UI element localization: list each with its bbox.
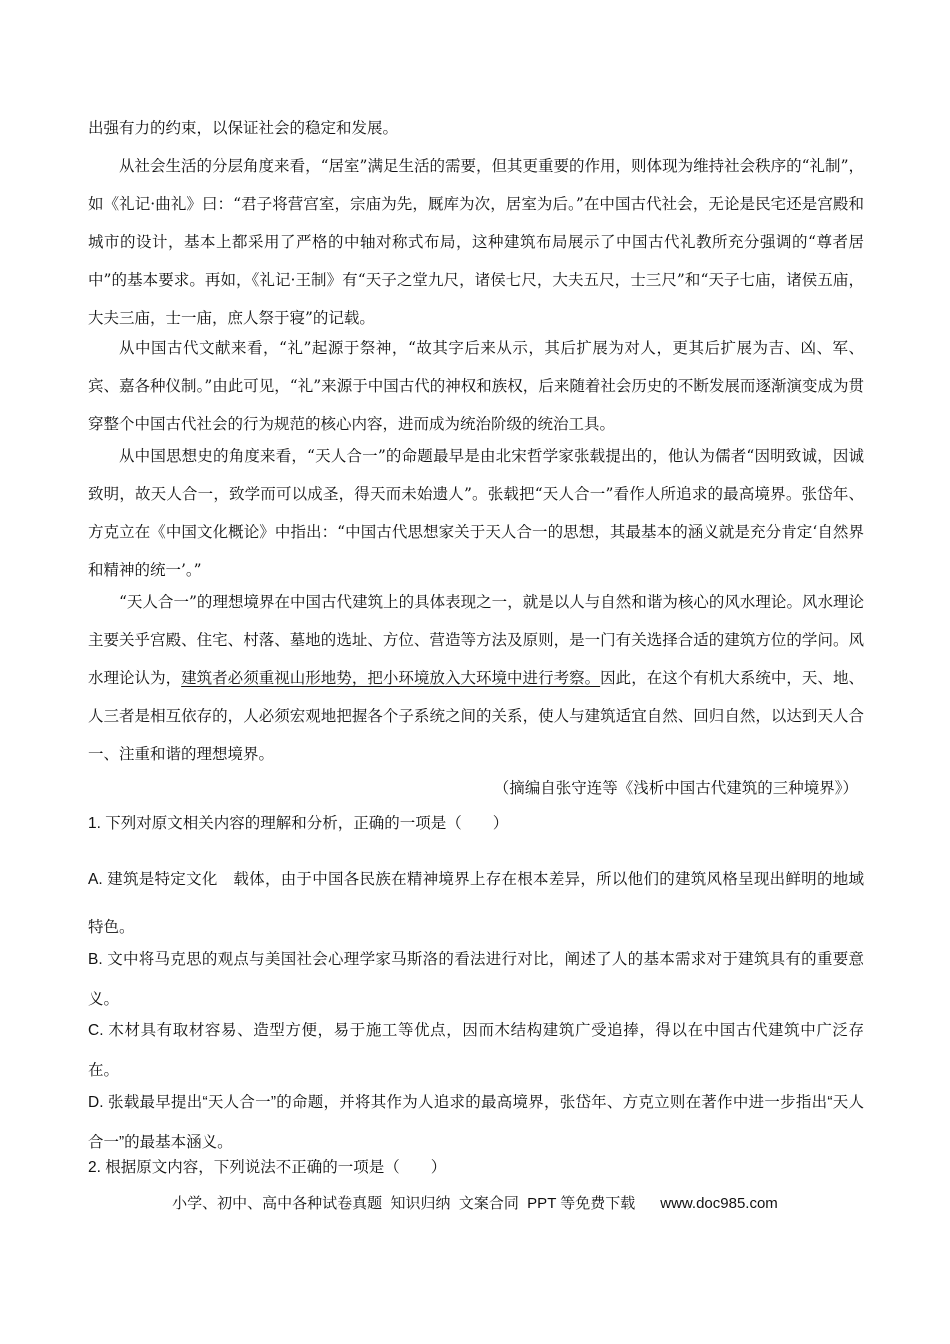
fengshui-text-part1: “天人合一”的理想境界在中国古代建筑上的具体表现之一，就是以人与自然和谐为核心的风水理论。风水理论主要关乎宫殿、住宅、村落、墓地的选址、方位、营造等方法及原则，是一门有关选择合适的建筑方位的学问。风水理论认为， [88,593,864,687]
underlined-sentence: 建筑者必须重视山形地势，把小环境放入大环境中进行考察。 [181,669,601,687]
question-2-stem: 2. 根据原文内容，下列说法不正确的一项是（ ） [88,1159,447,1176]
paragraph-ritual-origin: 从中国古代文献来看，“礼”起源于祭神，“故其字后来从示，其后扩展为对人，更其后扩展为吉、凶、军、宾、嘉各种仪制。”由此可见，“礼”来源于中国古代的神权和族权，后来随着社会历史的不断发展而逐渐演变成为贯穿整个中国古代社会的行为规范的核心内容，进而成为统治阶级的统治工具。 [88,339,864,433]
page-footer: 小学、初中、高中各种试卷真题 知识归纳 文案合同 PPT 等免费下载 www.doc985.com [172,1195,778,1212]
paragraph-heaven-human-unity: 从中国思想史的角度来看，“天人合一”的命题最早是由北宋哲学家张载提出的，他认为儒者“因明致诚，因诚致明，故天人合一，致学而可以成圣，得天而未始遗人”。张载把“天人合一”看作人所追求的最高境界。张岱年、方克立在《中国文化概论》中指出：“中国古代思想家关于天人合一的思想，其最基本的涵义就是充分肯定‘自然界和精神的统一’。” [88,447,864,579]
paragraph-intro-fragment: 出强有力的约束，以保证社会的稳定和发展。 [88,119,399,137]
question-1-option-c: C. 木材具有取材容易、造型方便，易于施工等优点，因而木结构建筑广受追捧，得以在中国古代建筑中广泛存在。 [88,1022,864,1079]
fengshui-text-part2: 因此，在这个有机大系统中，天、地、人三者是相互依存的，人必须宏观地把握各个子系统之间的关系，使人与建筑适宜自然、回归自然，以达到天人合一、注重和谐的理想境界。 [88,669,864,763]
paragraph-residence-ritual: 从社会生活的分层角度来看，“居室”满足生活的需要，但其更重要的作用，则体现为维持社会秩序的“礼制”，如《礼记·曲礼》曰：“君子将营宫室，宗庙为先，厩库为次，居室为后。”在中国古代社会，无论是民宅还是宫殿和城市的设计，基本上都采用了严格的中轴对称式布局，这种建筑布局展示了中国古代礼教所充分强调的“尊者居中”的基本要求。再如，《礼记·王制》有“天子之堂九尺，诸侯七尺，大夫五尺，士三尺”和“天子七庙，诸侯五庙，大夫三庙，士一庙，庶人祭于寝”的记载。 [88,157,864,327]
paragraph-fengshui [88,583,864,773]
question-1-option-a: A. 建筑是特定文化 载体，由于中国各民族在精神境界上存在根本差异，所以他们的建筑风格呈现出鲜明的地域特色。 [88,871,864,936]
article-source: （摘编自张守连等《浅析中国古代建筑的三种境界》） [493,779,858,797]
question-1-stem: 1. 下列对原文相关内容的理解和分析，正确的一项是（ ） [88,815,509,832]
question-1-option-d: D. 张载最早提出“天人合一”的命题，并将其作为人追求的最高境界，张岱年、方克立则在著作中进一步指出“天人合一”的最基本涵义。 [88,1094,864,1151]
question-1-option-b: B. 文中将马克思的观点与美国社会心理学家马斯洛的看法进行对比，阐述了人的基本需求对于建筑具有的重要意义。 [88,951,864,1008]
